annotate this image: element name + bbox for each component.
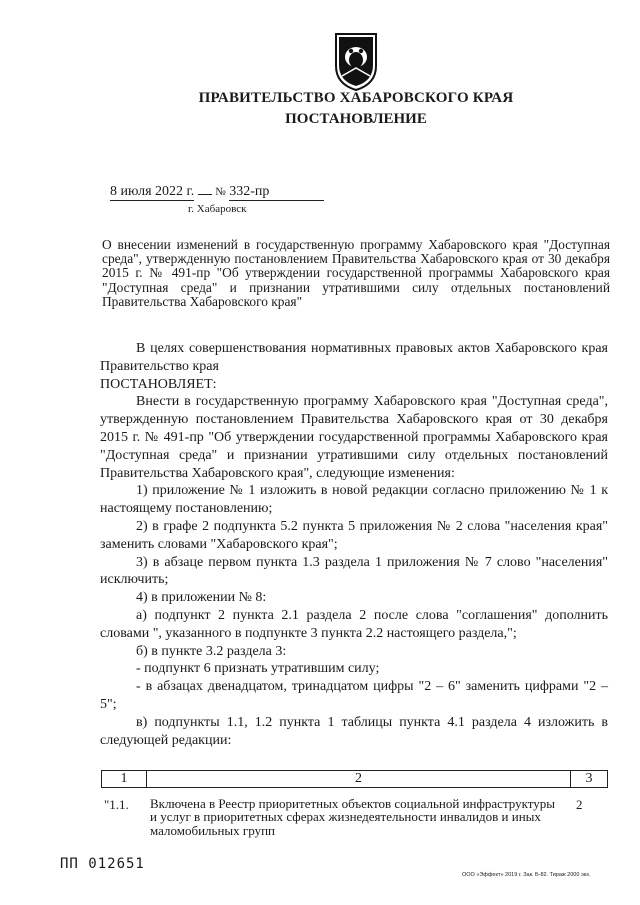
- serial-number: ПП 012651: [60, 856, 145, 872]
- body-paragraph: - в абзацах двенадцатом, тринадцатом цифры "2 – 6" заменить цифрами "2 – 5";: [100, 679, 608, 712]
- table-row-value: 2: [576, 797, 583, 812]
- government-title: ПРАВИТЕЛЬСТВО ХАБАРОВСКОГО КРАЯ: [198, 90, 514, 106]
- table-row-number: "1.1.: [104, 797, 129, 812]
- body-paragraph: в) подпункты 1.1, 1.2 пункта 1 таблицы пункта 4.1 раздела 4 изложить в следующей редакции:: [100, 714, 608, 748]
- table-header-cell: 3: [571, 771, 608, 788]
- body-paragraph: 4) в приложении № 8:: [136, 590, 267, 606]
- decree-date: 8 июля 2022 г.: [110, 184, 195, 199]
- table-header-cell: 1: [102, 771, 147, 788]
- body-paragraph: 1) приложение № 1 изложить в новой редакции согласно приложению № 1 к настоящему постановлению;: [100, 483, 608, 517]
- resolves-heading: ПОСТАНОВЛЯЕТ:: [100, 376, 217, 392]
- document-type-title: ПОСТАНОВЛЕНИЕ: [285, 111, 427, 127]
- city-label: г. Хабаровск: [188, 203, 247, 215]
- date-number-line: [110, 184, 324, 201]
- preamble-paragraph: В целях совершенствования нормативных правовых актов Хабаровского края Правительство края: [100, 341, 608, 374]
- body-paragraph: - подпункт 6 признать утратившим силу;: [136, 661, 380, 677]
- printer-imprint: ООО «Эффект» 2019 г. Зак. Б-82. Тираж 2000 экз.: [462, 872, 591, 878]
- table-row-text: Включена в Реестр приоритетных объектов социальной инфраструктуры и услуг в приоритетных сферах жизнедеятельности инвалидов и иных маломобильных групп: [150, 796, 555, 838]
- coat-of-arms-emblem: [332, 30, 380, 92]
- body-paragraph: а) подпункт 2 пункта 2.1 раздела 2 после слова "соглашения" дополнить словами ", указанного в подпункте 3 пункта 2.2 настоящего раздела,";: [100, 607, 608, 641]
- body-paragraph: Внести в государственную программу Хабаровского края "Доступная среда", утвержденную постановлением Правительства Хабаровского края от 30 декабря 2015 г. № 491-пр "Об утверждении государственной программы Хабаровского края "Доступная среда" и признании утратившими силу отдельных постановлений Правительства Хабаровского края", следующие изменения:: [100, 394, 608, 481]
- body-paragraph: 2) в графе 2 подпункта 5.2 пункта 5 приложения № 2 слова "населения края" заменить словами "Хабаровского края";: [100, 518, 608, 552]
- body-paragraph: 3) в абзаце первом пункта 1.3 раздела 1 приложения № 7 слово "населения" исключить;: [100, 554, 608, 588]
- decree-number: 332-пр: [229, 184, 324, 201]
- decree-body: [100, 340, 608, 749]
- table-header-cell: 2: [147, 771, 571, 788]
- number-sign: №: [215, 186, 226, 198]
- body-paragraph: б) в пункте 3.2 раздела 3:: [136, 643, 287, 659]
- changes-table-header: [101, 770, 608, 788]
- decree-subject: О внесении изменений в государственную программу Хабаровского края "Доступная среда", утвержденную постановлением Правительства Хабаровского края от 30 декабря 2015 г. № 491-пр "Об утверждении государственной программы Хабаровского края "Доступная среда" и признании утратившими силу отдельных постановлений Правительства Хабаровского края": [102, 237, 610, 309]
